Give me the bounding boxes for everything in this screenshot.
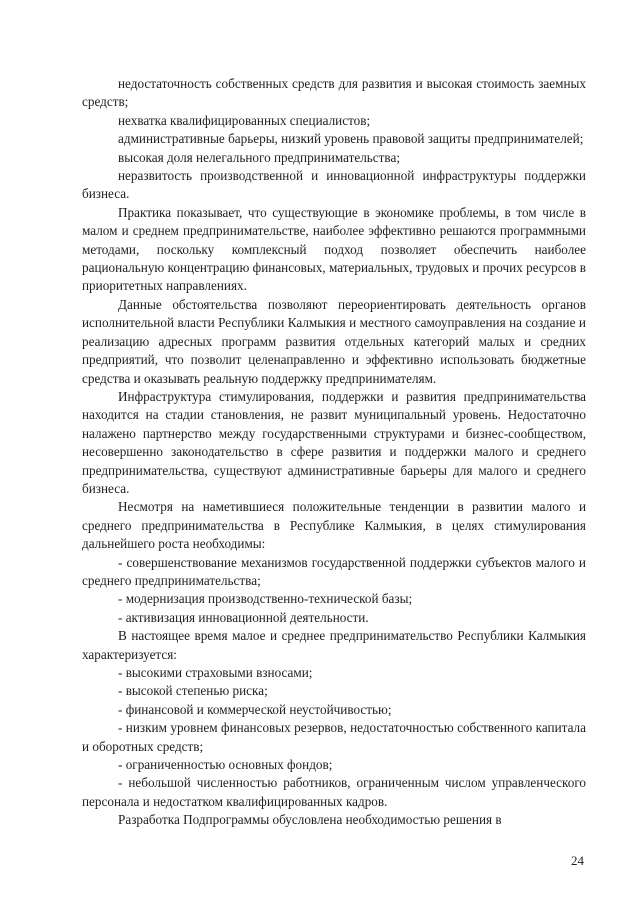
list-item-2: - модернизация производственно-технической базы;: [118, 591, 413, 607]
paragraph-7: Данные обстоятельства позволяют переориентировать деятельность органов исполнительной власти Республики Калмыкия и местного самоуправления на создание и реализацию адресных программ развития отдельных категорий малых и средних предприятий, что позволит целенаправленно и эффективно использовать бюджетные средства и оказывать реальную поддержку предпринимателям.: [82, 296, 586, 386]
paragraph-4: высокая доля нелегального предпринимательства;: [118, 149, 400, 165]
list-item-6: - финансовой и коммерческой неустойчивостью;: [118, 701, 392, 717]
paragraph-10: В настоящее время малое и среднее предпринимательство Республики Калмыкия характеризуется:: [82, 628, 586, 662]
body-text: [82, 75, 586, 830]
paragraph-2: нехватка квалифицированных специалистов;: [118, 112, 371, 128]
paragraph-1: недостаточность собственных средств для развития и высокая стоимость заемных средств;: [82, 76, 586, 110]
list-item-7: - низким уровнем финансовых резервов, недостаточностью собственного капитала и оборотных средств;: [82, 720, 586, 754]
page-number: 24: [571, 853, 584, 868]
paragraph-9: Несмотря на наметившиеся положительные тенденции в развитии малого и среднего предпринимательства в Республике Калмыкия, в целях стимулирования дальнейшего роста необходимы:: [82, 499, 586, 552]
paragraph-8: Инфраструктура стимулирования, поддержки и развития предпринимательства находится на стадии становления, не развит муниципальный уровень. Недостаточно налажено партнерство между государственными структурами и бизнес-сообществом, несовершенно законодательство в сфере развития и поддержки малого и среднего предпринимательства, существуют административные барьеры для малого и среднего бизнеса.: [82, 388, 586, 496]
paragraph-11: Разработка Подпрограммы обусловлена необходимостью решения в: [118, 812, 502, 828]
paragraph-6: Практика показывает, что существующие в экономике проблемы, в том числе в малом и среднем предпринимательстве, наиболее эффективно решаются программными методами, поскольку комплексный подход позволяет обеспечить наиболее рациональную концентрацию финансовых, материальных, трудовых и прочих ресурсов в приоритетных направлениях.: [82, 204, 586, 294]
list-item-3: - активизация инновационной деятельности.: [118, 609, 369, 625]
list-item-1: - совершенствование механизмов государственной поддержки субъектов малого и среднего предпринимательства;: [82, 554, 586, 588]
list-item-4: - высокими страховыми взносами;: [118, 665, 313, 680]
list-item-9: - небольшой численностью работников, ограниченным числом управленческого персонала и недостатком квалифицированных кадров.: [82, 775, 586, 809]
paragraph-5: неразвитость производственной и инновационной инфраструктуры поддержки бизнеса.: [82, 168, 586, 202]
paragraph-3: административные барьеры, низкий уровень правовой защиты предпринимателей;: [118, 131, 584, 147]
list-item-8: - ограниченностью основных фондов;: [118, 757, 333, 773]
list-item-5: - высокой степенью риска;: [118, 683, 268, 699]
